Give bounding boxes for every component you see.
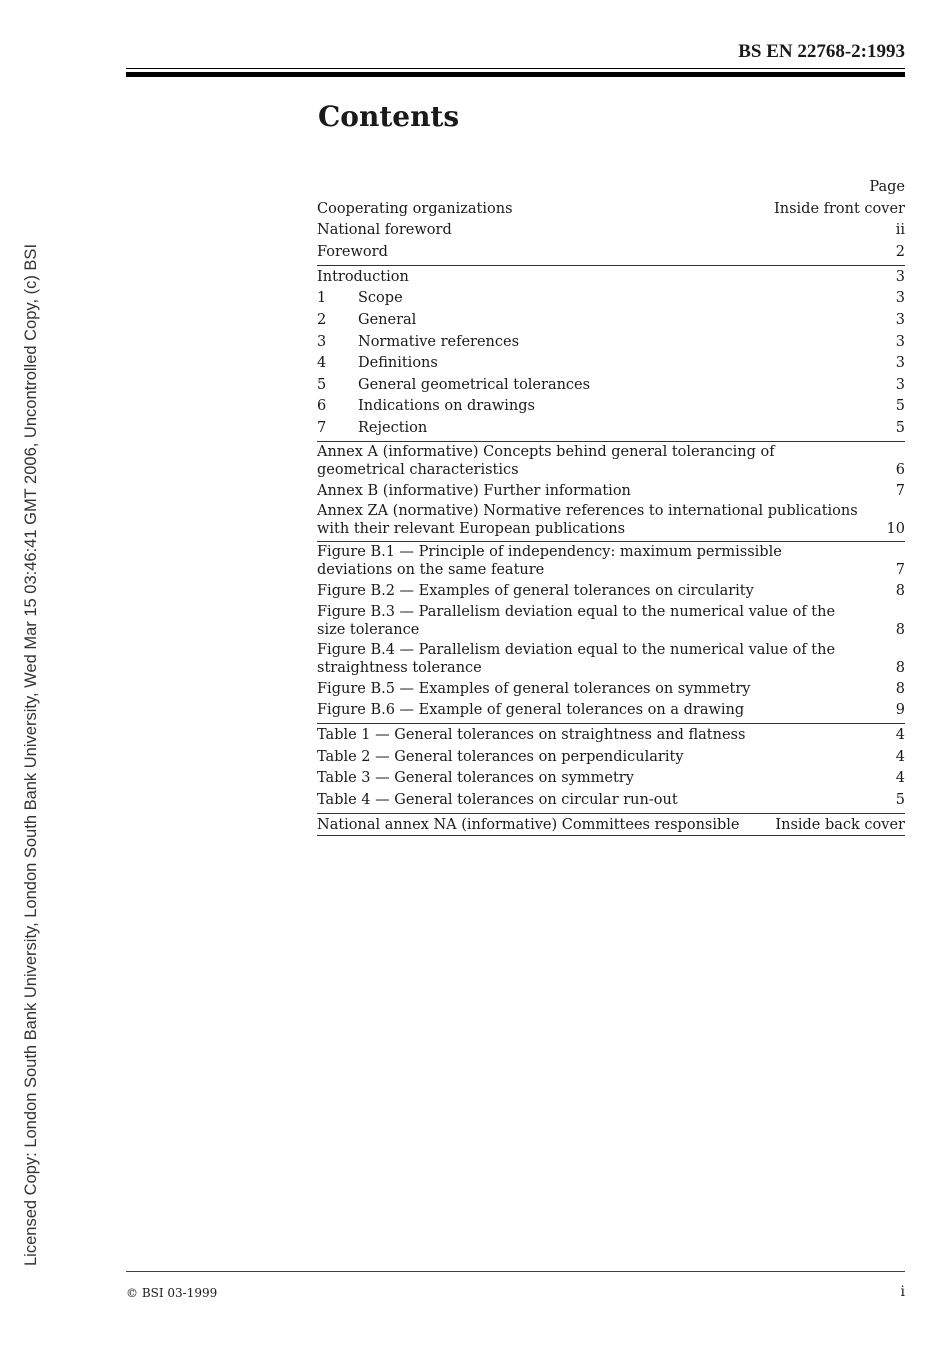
- clause-number: 1: [317, 290, 327, 307]
- toc-entry-line: Annex A (informative) Concepts behind general tolerancing of: [317, 443, 775, 460]
- toc-entry-annex-a[interactable]: [317, 441, 905, 480]
- toc-entry-cooperating-organizations[interactable]: [317, 198, 905, 220]
- toc-entry-page: 5: [895, 791, 905, 808]
- toc-entry-page: 8: [895, 583, 905, 600]
- toc-entry-introduction[interactable]: [317, 265, 905, 288]
- clause-number: 5: [317, 376, 327, 393]
- toc-entry-page: 3: [895, 376, 905, 393]
- clause-title: General: [358, 311, 417, 328]
- toc-entry-text: Table 1 — General tolerances on straightness and flatness: [317, 727, 746, 744]
- clause-title: Normative references: [358, 333, 520, 350]
- page-column-header: Page: [869, 179, 905, 195]
- toc-entry-text: Foreword: [317, 243, 388, 260]
- header-rule-thick: [126, 72, 905, 77]
- toc-entry-page: 8: [895, 659, 905, 676]
- toc-entry-table-4[interactable]: [317, 789, 905, 811]
- toc-entry-page: 5: [895, 398, 905, 415]
- toc-entry-clause-4[interactable]: [317, 352, 905, 374]
- toc-entry-figure-b6[interactable]: [317, 700, 905, 722]
- toc-entry-clause-7[interactable]: [317, 417, 905, 439]
- license-watermark: Licensed Copy: London South Bank University, London South Bank University, Wed Mar 15 03:46:41 GMT 2006, Uncontrolled Copy, (c) BSI: [22, 243, 40, 1266]
- toc-entry-clause-5[interactable]: [317, 374, 905, 396]
- toc-entry-page: 6: [895, 461, 905, 478]
- toc-entry-table-2[interactable]: [317, 746, 905, 768]
- toc-entry-table-3[interactable]: [317, 768, 905, 790]
- toc-entry-page: 2: [895, 243, 905, 260]
- toc-entry-line: geometrical characteristics: [317, 461, 519, 478]
- clause-number: 2: [317, 311, 327, 328]
- toc-entry-figure-b3[interactable]: [317, 602, 905, 640]
- clause-number: 4: [317, 355, 327, 372]
- clause-title: Indications on drawings: [358, 398, 535, 415]
- toc-entry-text: Table 4 — General tolerances on circular run-out: [317, 791, 678, 808]
- toc-entry-figure-b1[interactable]: [317, 541, 905, 580]
- toc-entry-page: 3: [895, 290, 905, 307]
- toc-entry-text: Cooperating organizations: [317, 200, 513, 217]
- toc-entry-page: 3: [895, 333, 905, 350]
- toc-entry-annex-b[interactable]: [317, 480, 905, 502]
- toc-entry-clause-6[interactable]: [317, 396, 905, 418]
- toc-entry-page: 4: [895, 770, 905, 787]
- document-id: BS EN 22768-2:1993: [738, 41, 905, 62]
- clause-title: Scope: [358, 290, 403, 307]
- clause-title: General geometrical tolerances: [358, 376, 591, 393]
- toc-entry-text: Annex B (informative) Further information: [317, 482, 631, 499]
- toc-entry-text: Table 3 — General tolerances on symmetry: [317, 770, 634, 787]
- toc-entry-figure-b4[interactable]: [317, 640, 905, 678]
- toc-entry-line: size tolerance: [317, 621, 420, 638]
- toc-entry-text: Table 2 — General tolerances on perpendicularity: [317, 748, 684, 765]
- toc-entry-line: Figure B.4 — Parallelism deviation equal to the numerical value of the: [317, 641, 836, 658]
- toc-entry-page: 3: [895, 355, 905, 372]
- footer-copyright: © BSI 03-1999: [126, 1286, 218, 1300]
- toc-entry-page: 8: [895, 621, 905, 638]
- header-rule-thin: [126, 68, 905, 69]
- toc-entry-text: Figure B.5 — Examples of general tolerances on symmetry: [317, 680, 751, 697]
- toc-end-rule: [317, 835, 905, 836]
- toc-entry-text: National annex NA (informative) Committees responsible: [317, 816, 740, 833]
- clause-number: 3: [317, 333, 327, 350]
- toc-entry-line: deviations on the same feature: [317, 562, 545, 579]
- footer-page-number: i: [900, 1284, 905, 1300]
- toc-entry-clause-3[interactable]: [317, 331, 905, 353]
- clause-title: Rejection: [358, 419, 428, 436]
- toc-entry-clause-2[interactable]: [317, 309, 905, 331]
- toc-entry-page: 4: [895, 748, 905, 765]
- toc-entry-page: ii: [895, 222, 905, 239]
- toc-entry-page: 9: [895, 702, 905, 719]
- toc-entry-page: 4: [895, 727, 905, 744]
- toc-entry-text: Introduction: [317, 268, 409, 285]
- toc-entry-foreword[interactable]: [317, 241, 905, 263]
- toc-entry-page: Inside front cover: [774, 200, 905, 217]
- toc-entry-figure-b5[interactable]: [317, 678, 905, 700]
- clause-number: 6: [317, 398, 327, 415]
- table-of-contents: [317, 178, 905, 836]
- toc-entry-page: Inside back cover: [775, 816, 905, 833]
- toc-entry-page: 10: [886, 521, 905, 538]
- toc-entry-national-annex[interactable]: [317, 813, 905, 836]
- toc-entry-text: Figure B.6 — Example of general tolerances on a drawing: [317, 702, 745, 719]
- toc-entry-clause-1[interactable]: [317, 288, 905, 310]
- footer-rule: [126, 1271, 905, 1272]
- toc-entry-page: 5: [895, 419, 905, 436]
- toc-entry-page: 3: [895, 268, 905, 285]
- toc-entry-national-foreword[interactable]: [317, 220, 905, 242]
- toc-entry-line: Figure B.3 — Parallelism deviation equal to the numerical value of the: [317, 603, 836, 620]
- toc-entry-text: National foreword: [317, 222, 452, 239]
- page-title: Contents: [318, 100, 460, 133]
- toc-entry-line: Annex ZA (normative) Normative references to international publications: [317, 503, 858, 520]
- toc-entry-table-1[interactable]: [317, 723, 905, 746]
- toc-entry-figure-b2[interactable]: [317, 580, 905, 602]
- toc-entry-page: 8: [895, 680, 905, 697]
- toc-entry-line: with their relevant European publications: [317, 521, 626, 538]
- toc-entry-line: Figure B.1 — Principle of independency: maximum permissible: [317, 544, 782, 561]
- clause-title: Definitions: [358, 355, 438, 372]
- toc-entry-line: straightness tolerance: [317, 659, 482, 676]
- toc-entry-annex-za[interactable]: [317, 501, 905, 539]
- toc-entry-page: 3: [895, 311, 905, 328]
- toc-entry-page: 7: [895, 562, 905, 579]
- toc-entry-page: 7: [895, 482, 905, 499]
- clause-number: 7: [317, 419, 327, 436]
- toc-entry-text: Figure B.2 — Examples of general tolerances on circularity: [317, 583, 754, 600]
